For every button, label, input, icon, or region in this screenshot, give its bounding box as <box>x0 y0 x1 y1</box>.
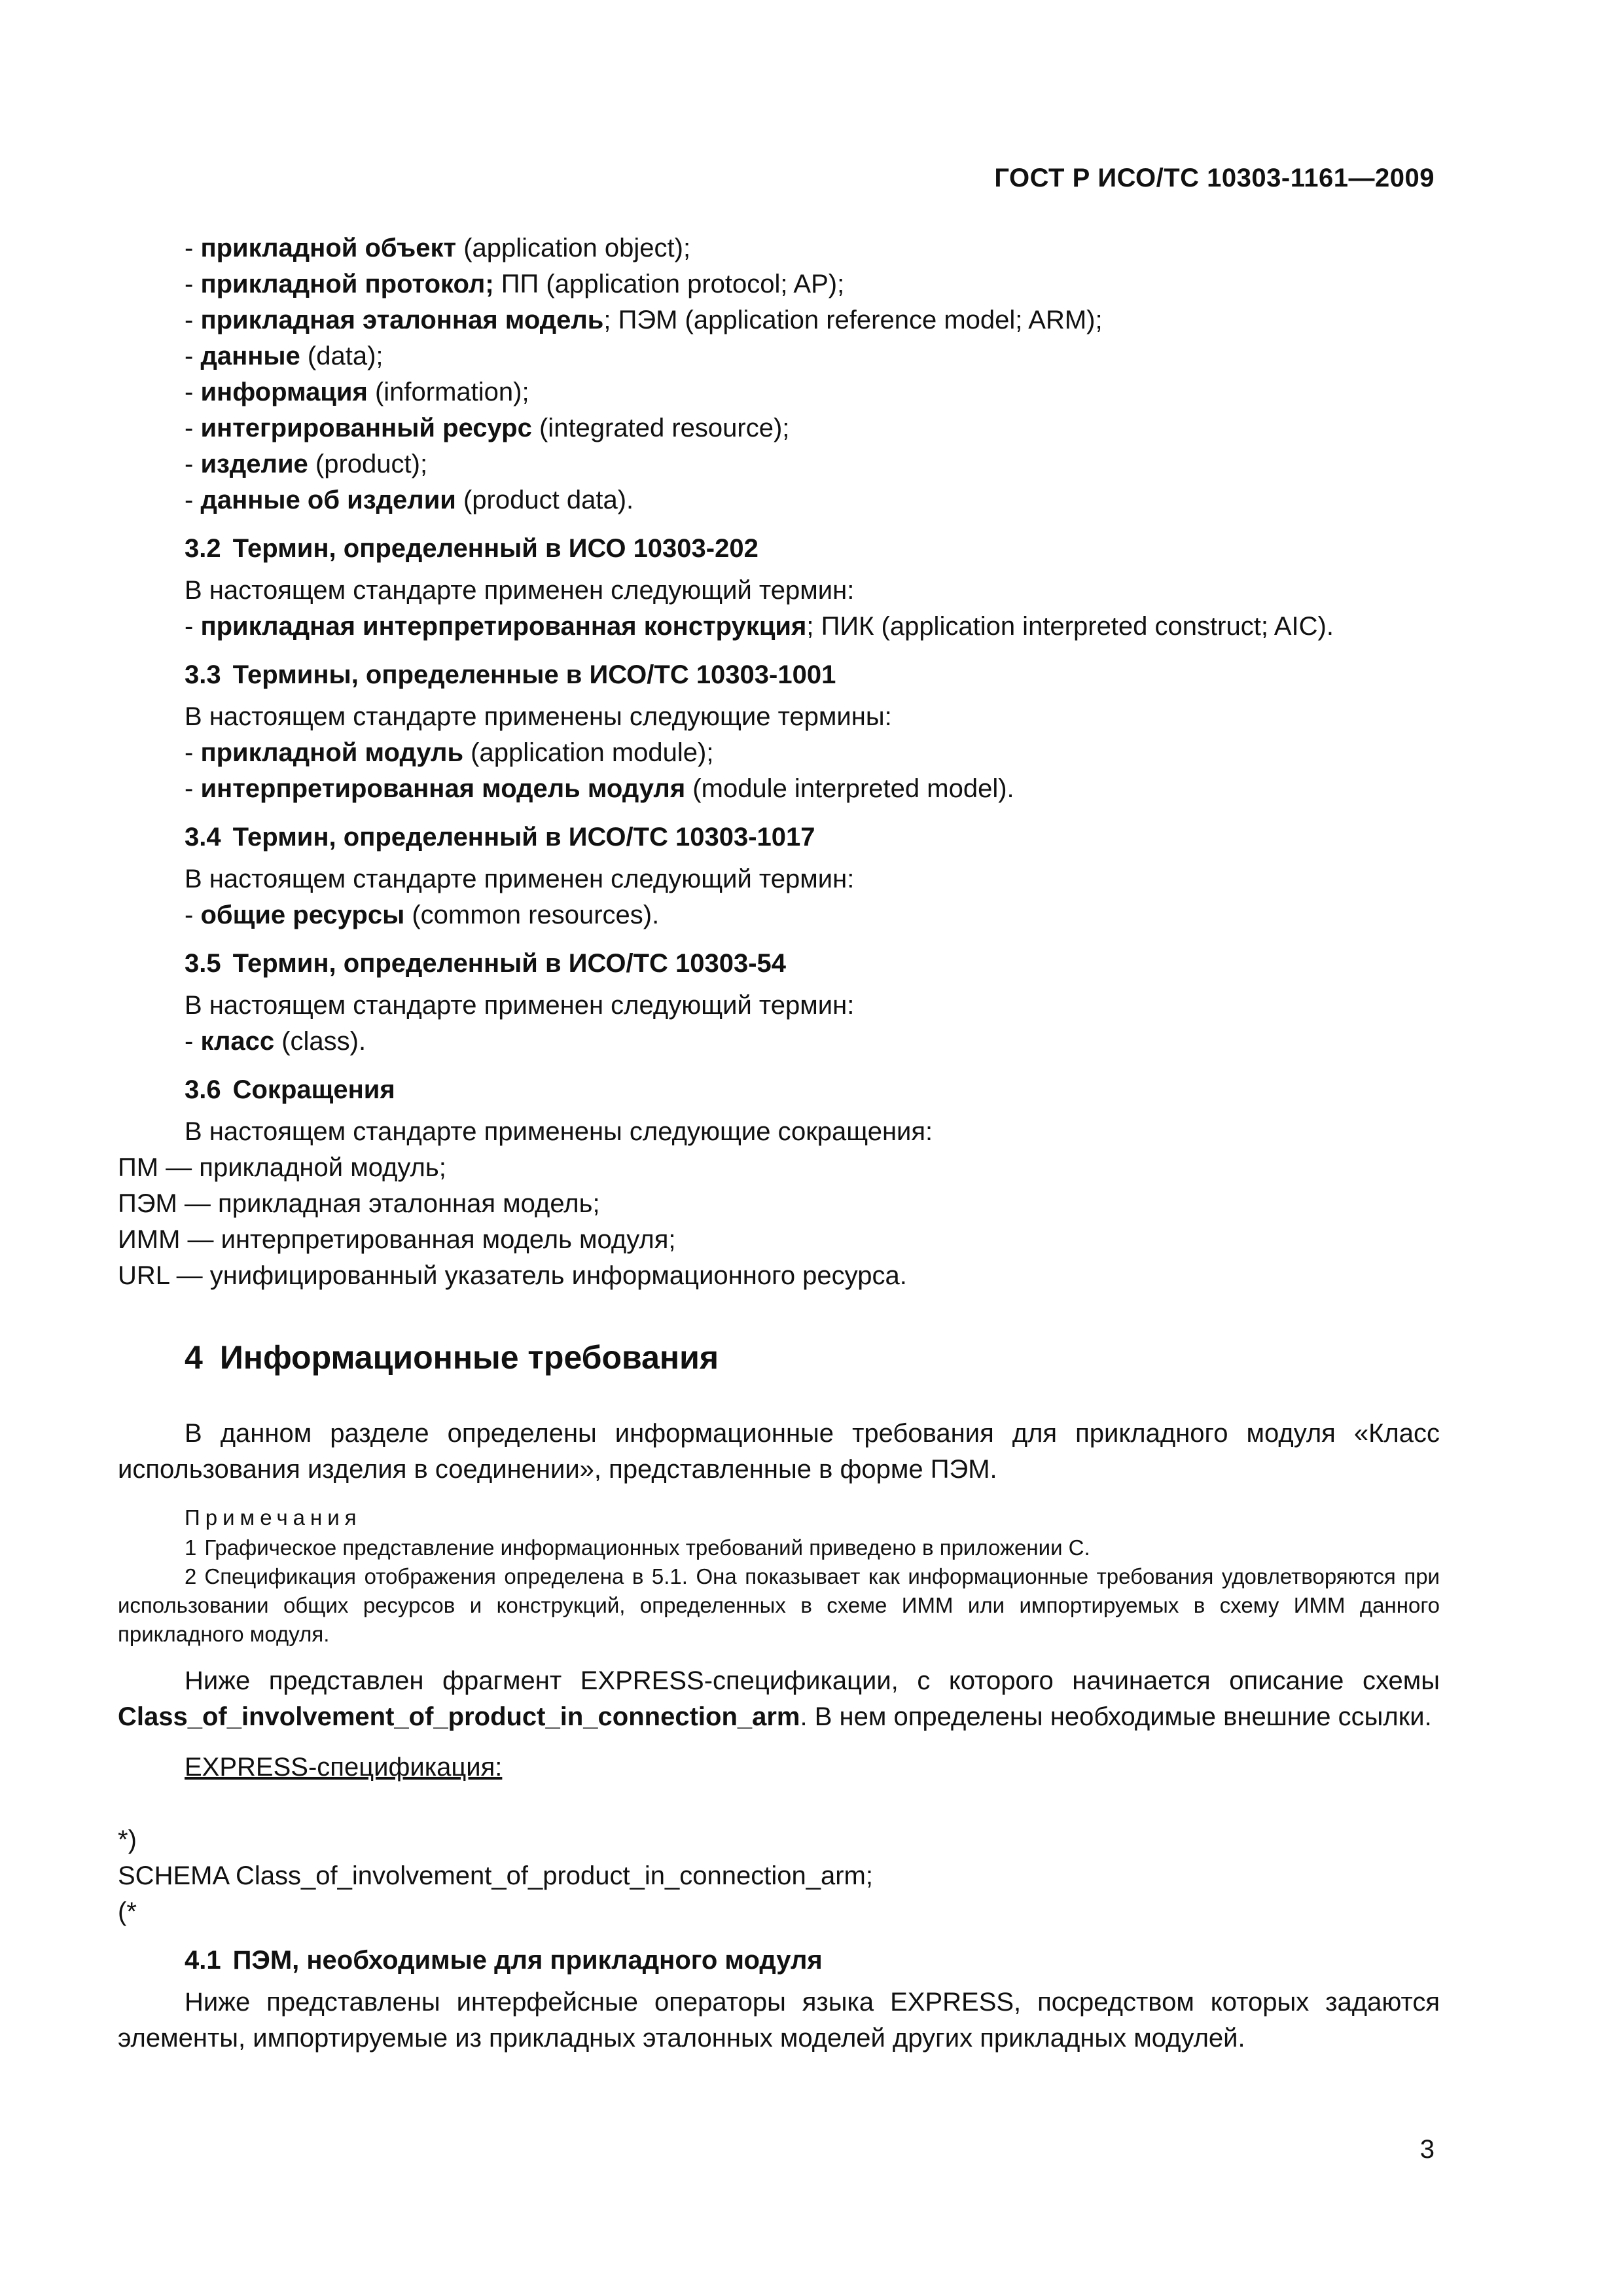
list-item: - изделие (product); <box>185 450 428 478</box>
express-label: EXPRESS-спецификация: <box>185 1753 503 1782</box>
page-content <box>118 230 1440 2056</box>
list-item: - класс (class). <box>185 1027 366 1056</box>
document-header: ГОСТ Р ИСО/ТС 10303-1161—2009 <box>994 164 1435 192</box>
list-item: - прикладной объект (application object); <box>185 234 691 262</box>
list-item: - данные (data); <box>185 342 383 370</box>
abbreviation-item: ПМ — прикладной модуль; <box>118 1153 446 1182</box>
section-heading-3-5: 3.5 Термин, определенный в ИСО/ТС 10303-54 <box>185 949 787 978</box>
paragraph: В данном разделе определены информационные требования для прикладного модуля «Класс использования изделия в соединении», представленные в форме ПЭМ. <box>118 1419 1440 1484</box>
section-intro: В настоящем стандарте применены следующие сокращения: <box>185 1117 933 1146</box>
intro-term-list <box>118 230 1440 518</box>
abbreviation-item: ПЭМ — прикладная эталонная модель; <box>118 1189 600 1218</box>
list-item: - прикладная эталонная модель; ПЭМ (application reference model; ARM); <box>185 306 1103 334</box>
list-item: - общие ресурсы (common resources). <box>185 901 660 929</box>
section-heading-3-2: 3.2 Термин, определенный в ИСО 10303-202 <box>185 534 758 563</box>
section-heading-4: 4 Информационные требования <box>185 1339 719 1376</box>
list-item: - прикладной протокол; ПП (application protocol; AP); <box>185 270 845 298</box>
page-number: 3 <box>1419 2135 1435 2164</box>
section-heading-3-6: 3.6 Сокращения <box>185 1075 395 1104</box>
list-item: - информация (information); <box>185 378 529 406</box>
code-line: *) <box>118 1825 137 1854</box>
section-intro: В настоящем стандарте применен следующий термин: <box>185 865 855 893</box>
list-item: - интерпретированная модель модуля (module interpreted model). <box>185 774 1014 803</box>
paragraph: Ниже представлены интерфейсные операторы языка EXPRESS, посредством которых задаются элементы, импортируемые из прикладных эталонных моделей других прикладных модулей. <box>118 1988 1440 2053</box>
section-heading-3-4: 3.4 Термин, определенный в ИСО/ТС 10303-1017 <box>185 823 815 852</box>
section-intro: В настоящем стандарте применен следующий термин: <box>185 576 855 605</box>
abbreviation-item: ИММ — интерпретированная модель модуля; <box>118 1225 676 1254</box>
note-item: 1 Графическое представление информационных требований приведено в приложении С. <box>185 1535 1090 1560</box>
list-item: - прикладной модуль (application module); <box>185 738 714 767</box>
list-item: - прикладная интерпретированная конструкция; ПИК (application interpreted construct; AIC). <box>185 612 1334 641</box>
note-item: 2 Спецификация отображения определена в 5.1. Она показывает как информационные требования удовлетворяются при использовании общих ресурсов и конструкций, определенных в схеме ИММ или импортируемых в схему ИММ данного прикладного модуля. <box>118 1564 1440 1646</box>
list-item: - интегрированный ресурс (integrated resource); <box>185 414 790 442</box>
section-intro: В настоящем стандарте применен следующий термин: <box>185 991 855 1020</box>
abbreviation-item: URL — унифицированный указатель информационного ресурса. <box>118 1261 907 1290</box>
section-heading-4-1: 4.1 ПЭМ, необходимые для прикладного модуля <box>185 1946 823 1975</box>
section-heading-3-3: 3.3 Термины, определенные в ИСО/ТС 10303-1001 <box>185 660 836 689</box>
list-item: - данные об изделии (product data). <box>185 486 634 514</box>
paragraph: Ниже представлен фрагмент EXPRESS-спецификации, с которого начинается описание схемы Class_of_involvement_of_product_in_connection_arm. В нем определены необходимые внешние ссылки. <box>118 1666 1440 1731</box>
code-line: (* <box>118 1897 137 1926</box>
notes-heading: Примечания <box>185 1505 362 1530</box>
code-line: SCHEMA Class_of_involvement_of_product_in_connection_arm; <box>118 1861 873 1890</box>
section-intro: В настоящем стандарте применены следующие термины: <box>185 702 892 731</box>
